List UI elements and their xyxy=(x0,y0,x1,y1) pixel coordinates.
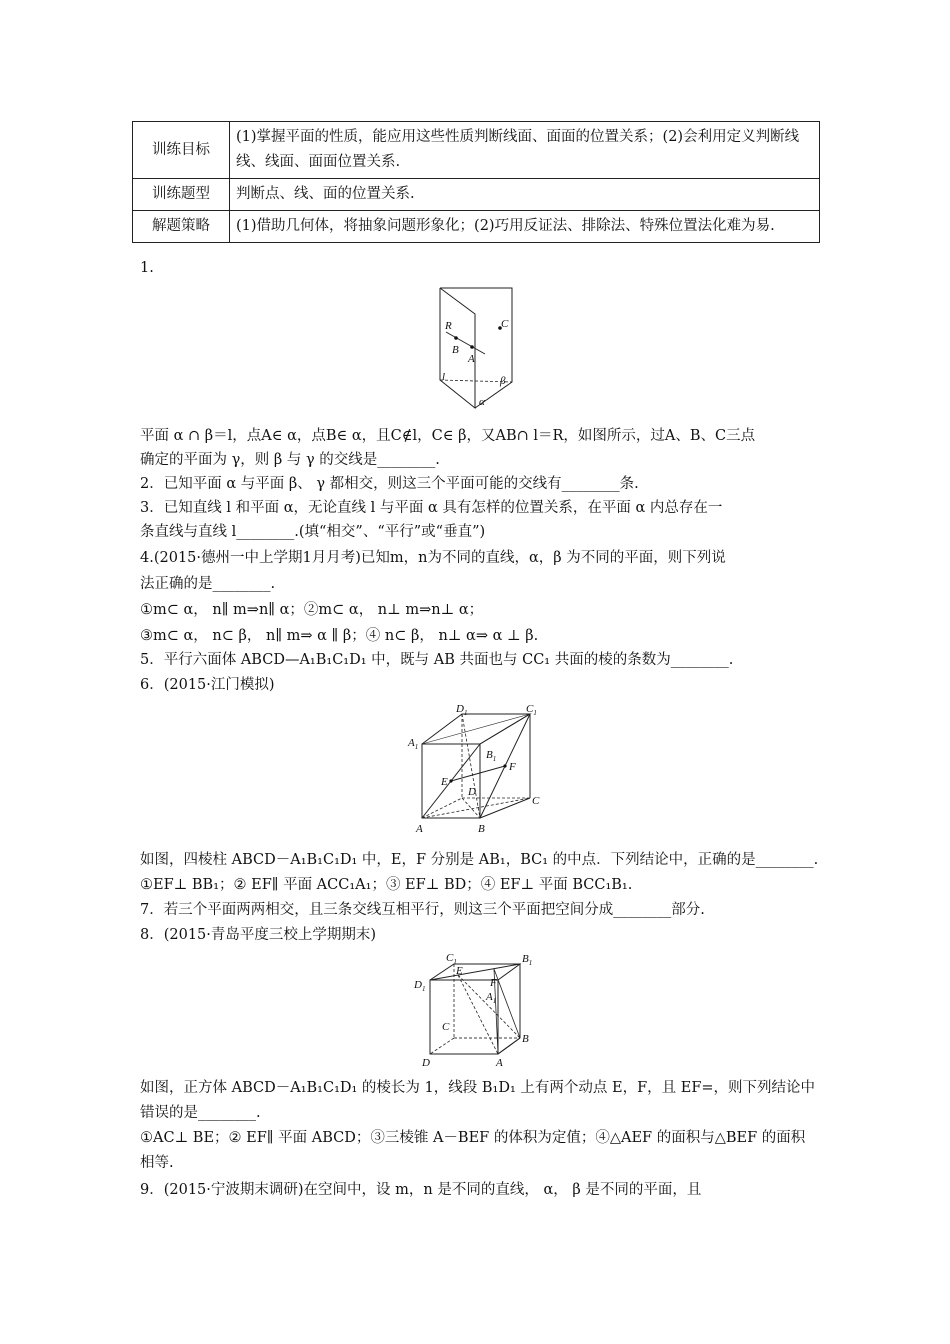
text-line: 3．已知直线 l 和平面 α，无论直线 l 与平面 α 具有怎样的位置关系，在平面 α 内总存在一 xyxy=(140,500,723,516)
table-row xyxy=(133,211,820,243)
label-A: A xyxy=(416,823,423,835)
table-key: 解题策略 xyxy=(133,211,230,243)
text-line: 相等. xyxy=(140,1155,174,1171)
label-A: A xyxy=(496,1057,503,1069)
label-C1: $C_1$ xyxy=(526,703,537,717)
text-line: 法正确的是________. xyxy=(140,576,276,592)
label-B1: $B_1$ xyxy=(522,953,533,967)
text-line: 2．已知平面 α 与平面 β、 γ 都相交，则这三个平面可能的交线有________条. xyxy=(140,476,639,492)
text-line: 如图，正方体 ABCD－A₁B₁C₁D₁ 的棱长为 1，线段 B₁D₁ 上有两个动点 E，F，且 EF=，则下列结论中 xyxy=(140,1080,816,1096)
label-D: D xyxy=(422,1057,430,1069)
figure-cube xyxy=(412,950,544,1072)
label-D1: $D_1$ xyxy=(456,703,468,717)
label-R: R xyxy=(445,320,452,332)
table-value: (1)掌握平面的性质，能应用这些性质判断线面、面面的位置关系；(2)会利用定义判断线线、线面、面面位置关系. xyxy=(230,122,820,179)
text-line: ①m⊂ α， n∥ m⇒n∥ α；②m⊂ α， n⊥ m⇒n⊥ α； xyxy=(140,602,484,618)
text-line: 7．若三个平面两两相交，且三条交线互相平行，则这三个平面把空间分成________部分. xyxy=(140,902,705,918)
label-B: B xyxy=(452,344,459,356)
table-row xyxy=(133,179,820,211)
label-beta: β xyxy=(500,375,506,387)
label-C1: $C_1$ xyxy=(446,952,457,966)
label-B: B xyxy=(522,1033,529,1045)
label-B1: $B_1$ xyxy=(486,749,497,763)
label-E: E xyxy=(456,965,463,977)
label-l: l xyxy=(442,371,446,383)
training-info-table xyxy=(132,121,820,243)
text-line: 条直线与直线 l________.(填“相交”、“平行”或“垂直”) xyxy=(140,524,486,540)
text-line: 6．(2015·江门模拟) xyxy=(140,677,275,693)
label-C: C xyxy=(442,1021,450,1033)
text-line: 如图，四棱柱 ABCD－A₁B₁C₁D₁ 中，E，F 分别是 AB₁，BC₁ 的中点．下列结论中，正确的是________. xyxy=(140,852,819,868)
text-line: 4.(2015·德州一中上学期1月月考)已知m，n为不同的直线，α，β 为不同的平面，则下列说 xyxy=(140,550,726,566)
figure-planes xyxy=(430,282,520,414)
table-key: 训练目标 xyxy=(133,122,230,179)
label-A1: $A_1$ xyxy=(486,991,497,1005)
label-E: E xyxy=(441,776,448,788)
text-line: 错误的是________. xyxy=(140,1105,261,1121)
label-alpha: α xyxy=(479,396,485,408)
text-line: ③m⊂ α， n⊂ β， n∥ m⇒ α ∥ β；④ n⊂ β， n⊥ α⇒ α ⊥ β. xyxy=(140,628,539,644)
table-value: 判断点、线、面的位置关系. xyxy=(230,179,820,211)
text-line: 平面 α ∩ β＝l，点A∈ α，点B∈ α，且C∉l，C∈ β，又AB∩ l＝R，如图所示，过A、B、C三点 xyxy=(140,428,756,444)
label-A1: $A_1$ xyxy=(408,737,419,751)
text-line: 9．(2015·宁波期末调研)在空间中，设 m，n 是不同的直线， α， β 是不同的平面，且 xyxy=(140,1182,702,1198)
text-line: 5．平行六面体 ABCD—A₁B₁C₁D₁ 中，既与 AB 共面也与 CC₁ 共面的棱的条数为________. xyxy=(140,652,734,668)
label-C: C xyxy=(501,318,509,330)
question-1-number: 1. xyxy=(140,260,154,276)
table-row xyxy=(133,122,820,179)
text-line: ①AC⊥ BE；② EF∥ 平面 ABCD；③三棱锥 A－BEF 的体积为定值；④△AEF 的面积与△BEF 的面积 xyxy=(140,1130,806,1146)
label-F: F xyxy=(509,761,516,773)
label-A: A xyxy=(468,353,475,365)
label-D: D xyxy=(468,786,476,798)
label-B: B xyxy=(478,823,485,835)
figure-prism xyxy=(404,700,554,840)
table-value: (1)借助几何体，将抽象问题形象化；(2)巧用反证法、排除法、特殊位置法化难为易. xyxy=(230,211,820,243)
label-F: F xyxy=(490,977,497,989)
label-D1: $D_1$ xyxy=(414,979,426,993)
label-C: C xyxy=(532,795,540,807)
text-line: 8．(2015·青岛平度三校上学期期末) xyxy=(140,927,377,943)
text-line: 确定的平面为 γ，则 β 与 γ 的交线是________. xyxy=(140,452,440,468)
table-key: 训练题型 xyxy=(133,179,230,211)
text-line: ①EF⊥ BB₁；② EF∥ 平面 ACC₁A₁；③ EF⊥ BD；④ EF⊥ 平面 BCC₁B₁. xyxy=(140,877,633,893)
